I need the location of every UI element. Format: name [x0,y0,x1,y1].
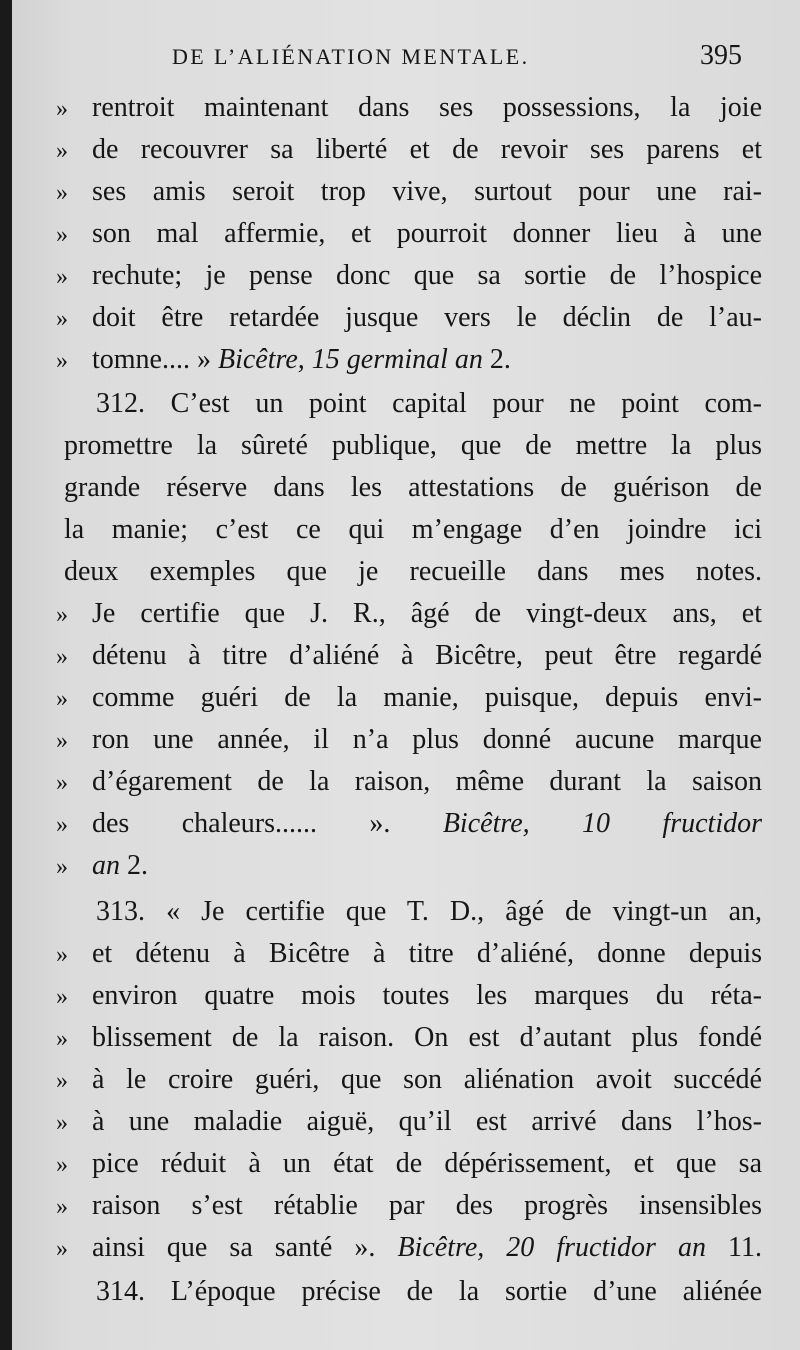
paragraph-start [56,1272,762,1312]
quote-mark: » [56,854,68,880]
text-line [56,172,762,212]
line-tail: 11. [705,1232,762,1263]
quote-mark: » [56,812,68,838]
text-line [56,636,762,676]
line-text: d’égarement de la raison, même durant la saison [92,766,762,797]
line-text: doit être retardée jusque vers le déclin de l’au- [92,302,762,333]
line-text: comme guéri de la manie, puisque, depuis envi- [92,682,762,713]
line-text: des chaleurs...... ». [92,808,391,839]
text-line [56,1144,762,1184]
text-line [56,720,762,760]
text-line [56,846,762,886]
line-text: raison s’est rétablie par des progrès insensibles [92,1190,762,1221]
line-text: à le croire guéri, que son aliénation avoit succédé [92,1064,762,1095]
quote-mark: » [56,644,68,670]
text-line [56,1060,762,1100]
quote-mark: » [56,1194,68,1220]
quote-mark: » [56,138,68,164]
line-text: son mal affermie, et pourroit donner lieu à une [92,218,762,249]
line-text: grande réserve dans les attestations de guérison de [64,472,762,503]
citation: Bicêtre, 10 fructidor [442,808,762,839]
quote-mark: » [56,686,68,712]
text-line [56,762,762,802]
text-line [56,1018,762,1058]
line-text: ses amis seroit trop vive, surtout pour une rai- [92,176,762,207]
text-line [56,594,762,634]
text-line [56,934,762,974]
quote-mark: » [56,770,68,796]
text-line [56,804,762,844]
text-line [56,88,762,128]
line-text: 312. C’est un point capital pour ne point com- [96,388,762,419]
line-text: tomne.... » [92,344,211,375]
line-text: et détenu à Bicêtre à titre d’aliéné, donne depuis [92,938,762,969]
text-line [56,214,762,254]
quote-mark: » [56,984,68,1010]
quote-mark: » [56,222,68,248]
line-text: 313. « Je certifie que T. D., âgé de vingt-un an, [96,896,762,927]
text-line [56,1228,762,1268]
running-title: DE L’ALIÉNATION MENTALE. [172,44,530,69]
quote-mark: » [56,264,68,290]
quote-mark: » [56,96,68,122]
line-text: deux exemples que je recueille dans mes notes. [64,556,762,587]
paragraph-start [56,892,762,932]
line-text: environ quatre mois toutes les marques du réta- [92,980,762,1011]
text-line [64,552,762,592]
line-text: 314. L’époque précise de la sortie d’une aliénée [96,1276,762,1307]
citation: Bicêtre, 15 germinal an [218,344,483,375]
line-text: rentroit maintenant dans ses possessions, la joie [92,92,762,123]
quote-mark: » [56,306,68,332]
line-text: de recouvrer sa liberté et de revoir ses parens et [92,134,762,165]
line-text: promettre la sûreté publique, que de mettre la plus [64,430,762,461]
page-header [162,40,800,80]
text-line [56,976,762,1016]
text-line [64,468,762,508]
quote-mark: » [56,1068,68,1094]
line-text: la manie; c’est ce qui m’engage d’en joindre ici [64,514,762,545]
text-line [56,1186,762,1226]
page-number: 395 [700,40,742,71]
quote-mark: » [56,1152,68,1178]
quote-mark: » [56,348,68,374]
line-text: Je certifie que J. R., âgé de vingt-deux ans, et [92,598,762,629]
text-line [56,340,762,380]
quote-mark: » [56,728,68,754]
text-line [64,426,762,466]
text-line [56,678,762,718]
line-tail: 2. [482,344,511,375]
line-text: blissement de la raison. On est d’autant plus fondé [92,1022,762,1053]
text-line [56,130,762,170]
quote-mark: » [56,1236,68,1262]
line-text: rechute; je pense donc que sa sortie de l’hospice [92,260,762,291]
text-line [56,256,762,296]
line-text: détenu à titre d’aliéné à Bicêtre, peut être regardé [92,640,762,671]
quote-mark: » [56,180,68,206]
citation: an [92,850,120,881]
line-tail: 2. [120,850,148,881]
quote-mark: » [56,1110,68,1136]
text-line [56,1102,762,1142]
text-line [56,298,762,338]
text-line [64,510,762,550]
line-text: à une maladie aiguë, qu’il est arrivé dans l’hos- [92,1106,762,1137]
quote-mark: » [56,602,68,628]
line-text: ron une année, il n’a plus donné aucune marque [92,724,762,755]
paragraph-start [56,384,762,424]
quote-mark: » [56,942,68,968]
line-text: ainsi que sa santé ». [92,1232,376,1263]
quote-mark: » [56,1026,68,1052]
citation: Bicêtre, 20 fructidor an [397,1232,706,1263]
book-page [12,0,800,1350]
line-text: pice réduit à un état de dépérissement, et que sa [92,1148,762,1179]
